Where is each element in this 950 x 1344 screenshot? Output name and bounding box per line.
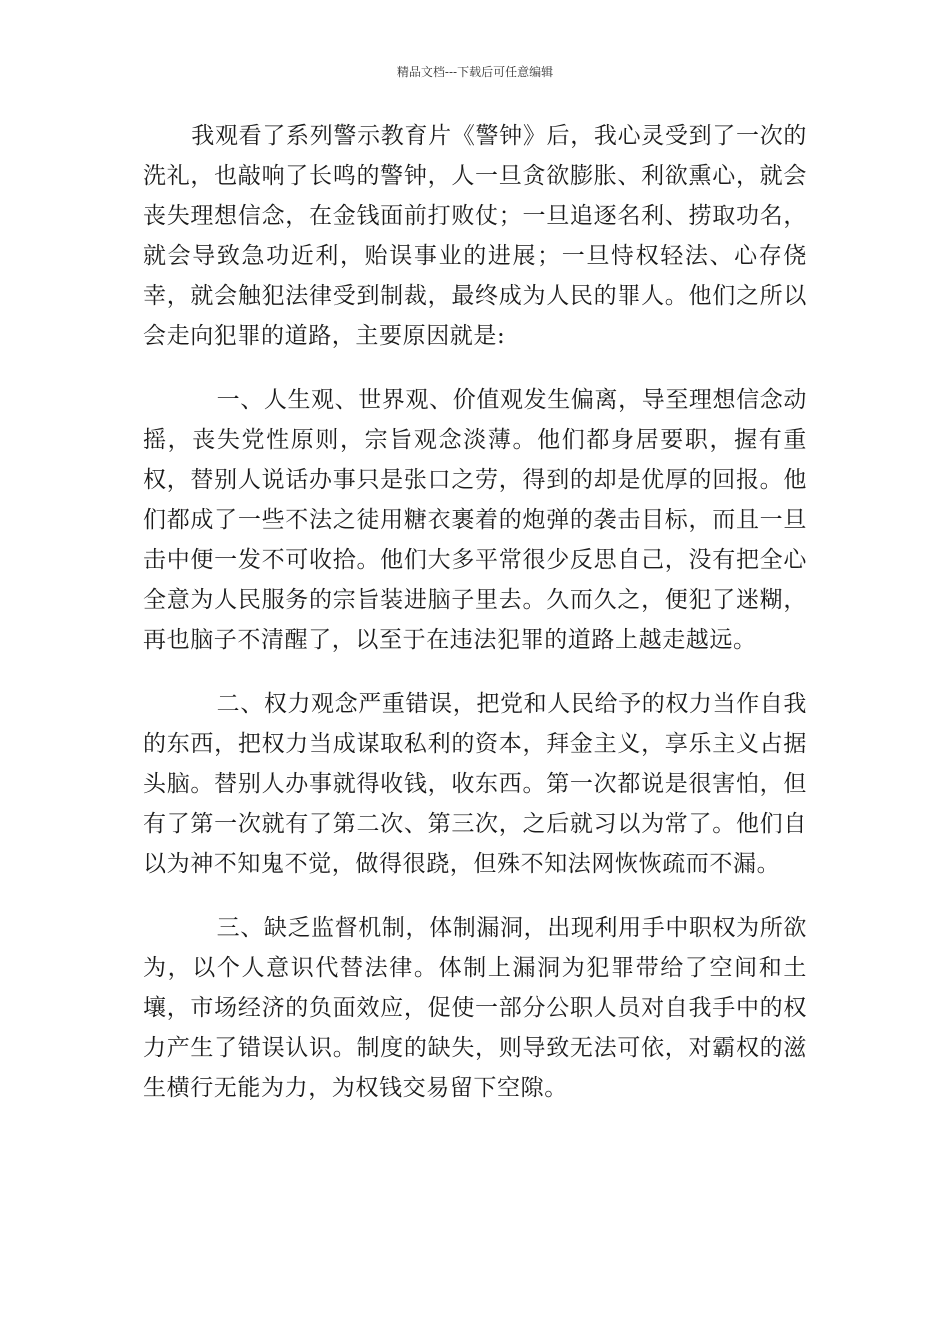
paragraph-point-2: 二、权力观念严重错误，把党和人民给予的权力当作自我的东西，把权力当成谋取私利的资本，拜金主义，享乐主义占据头脑。替别人办事就得收钱，收东西。第一次都说是很害怕，但有了第一次就有了第二次、第三次，之后就习以为常了。他们自以为神不知鬼不觉，做得很跷，但殊不知法网恢恢疏而不漏。 [143,691,807,877]
paragraph-point-3: 三、缺乏监督机制，体制漏洞，出现利用手中职权为所欲为，以个人意识代替法律。体制上漏洞为犯罪带给了空间和土壤，市场经济的负面效应，促使一部分公职人员对自我手中的权力产生了错误认识。制度的缺失，则导致无法可依，对霸权的滋生横行无能为力，为权钱交易留下空隙。 [143,915,807,1101]
paragraph-intro: 我观看了系列警示教育片《警钟》后，我心灵受到了一次的洗礼，也敲响了长鸣的警钟，人一旦贪欲膨胀、利欲熏心，就会丧失理想信念，在金钱面前打败仗；一旦追逐名利、捞取功名，就会导致急功近利，贻误事业的进展；一旦恃权轻法、心存侥幸，就会触犯法律受到制裁，最终成为人民的罪人。他们之所以会走向犯罪的道路，主要原因就是: [143,123,807,349]
page-header: 精品文档---下载后可任意编辑 [396,65,554,79]
document-body [143,116,807,1132]
paragraph-point-1: 一、人生观、世界观、价值观发生偏离，导至理想信念动摇，丧失党性原则，宗旨观念淡薄。他们都身居要职，握有重权，替别人说话办事只是张口之劳，得到的却是优厚的回报。他们都成了一些不法之徒用糖衣裹着的炮弹的袭击目标，而且一旦击中便一发不可收拾。他们大多平常很少反思自己，没有把全心全意为人民服务的宗旨装进脑子里去。久而久之，便犯了迷糊，再也脑子不清醒了，以至于在违法犯罪的道路上越走越远。 [143,387,807,653]
